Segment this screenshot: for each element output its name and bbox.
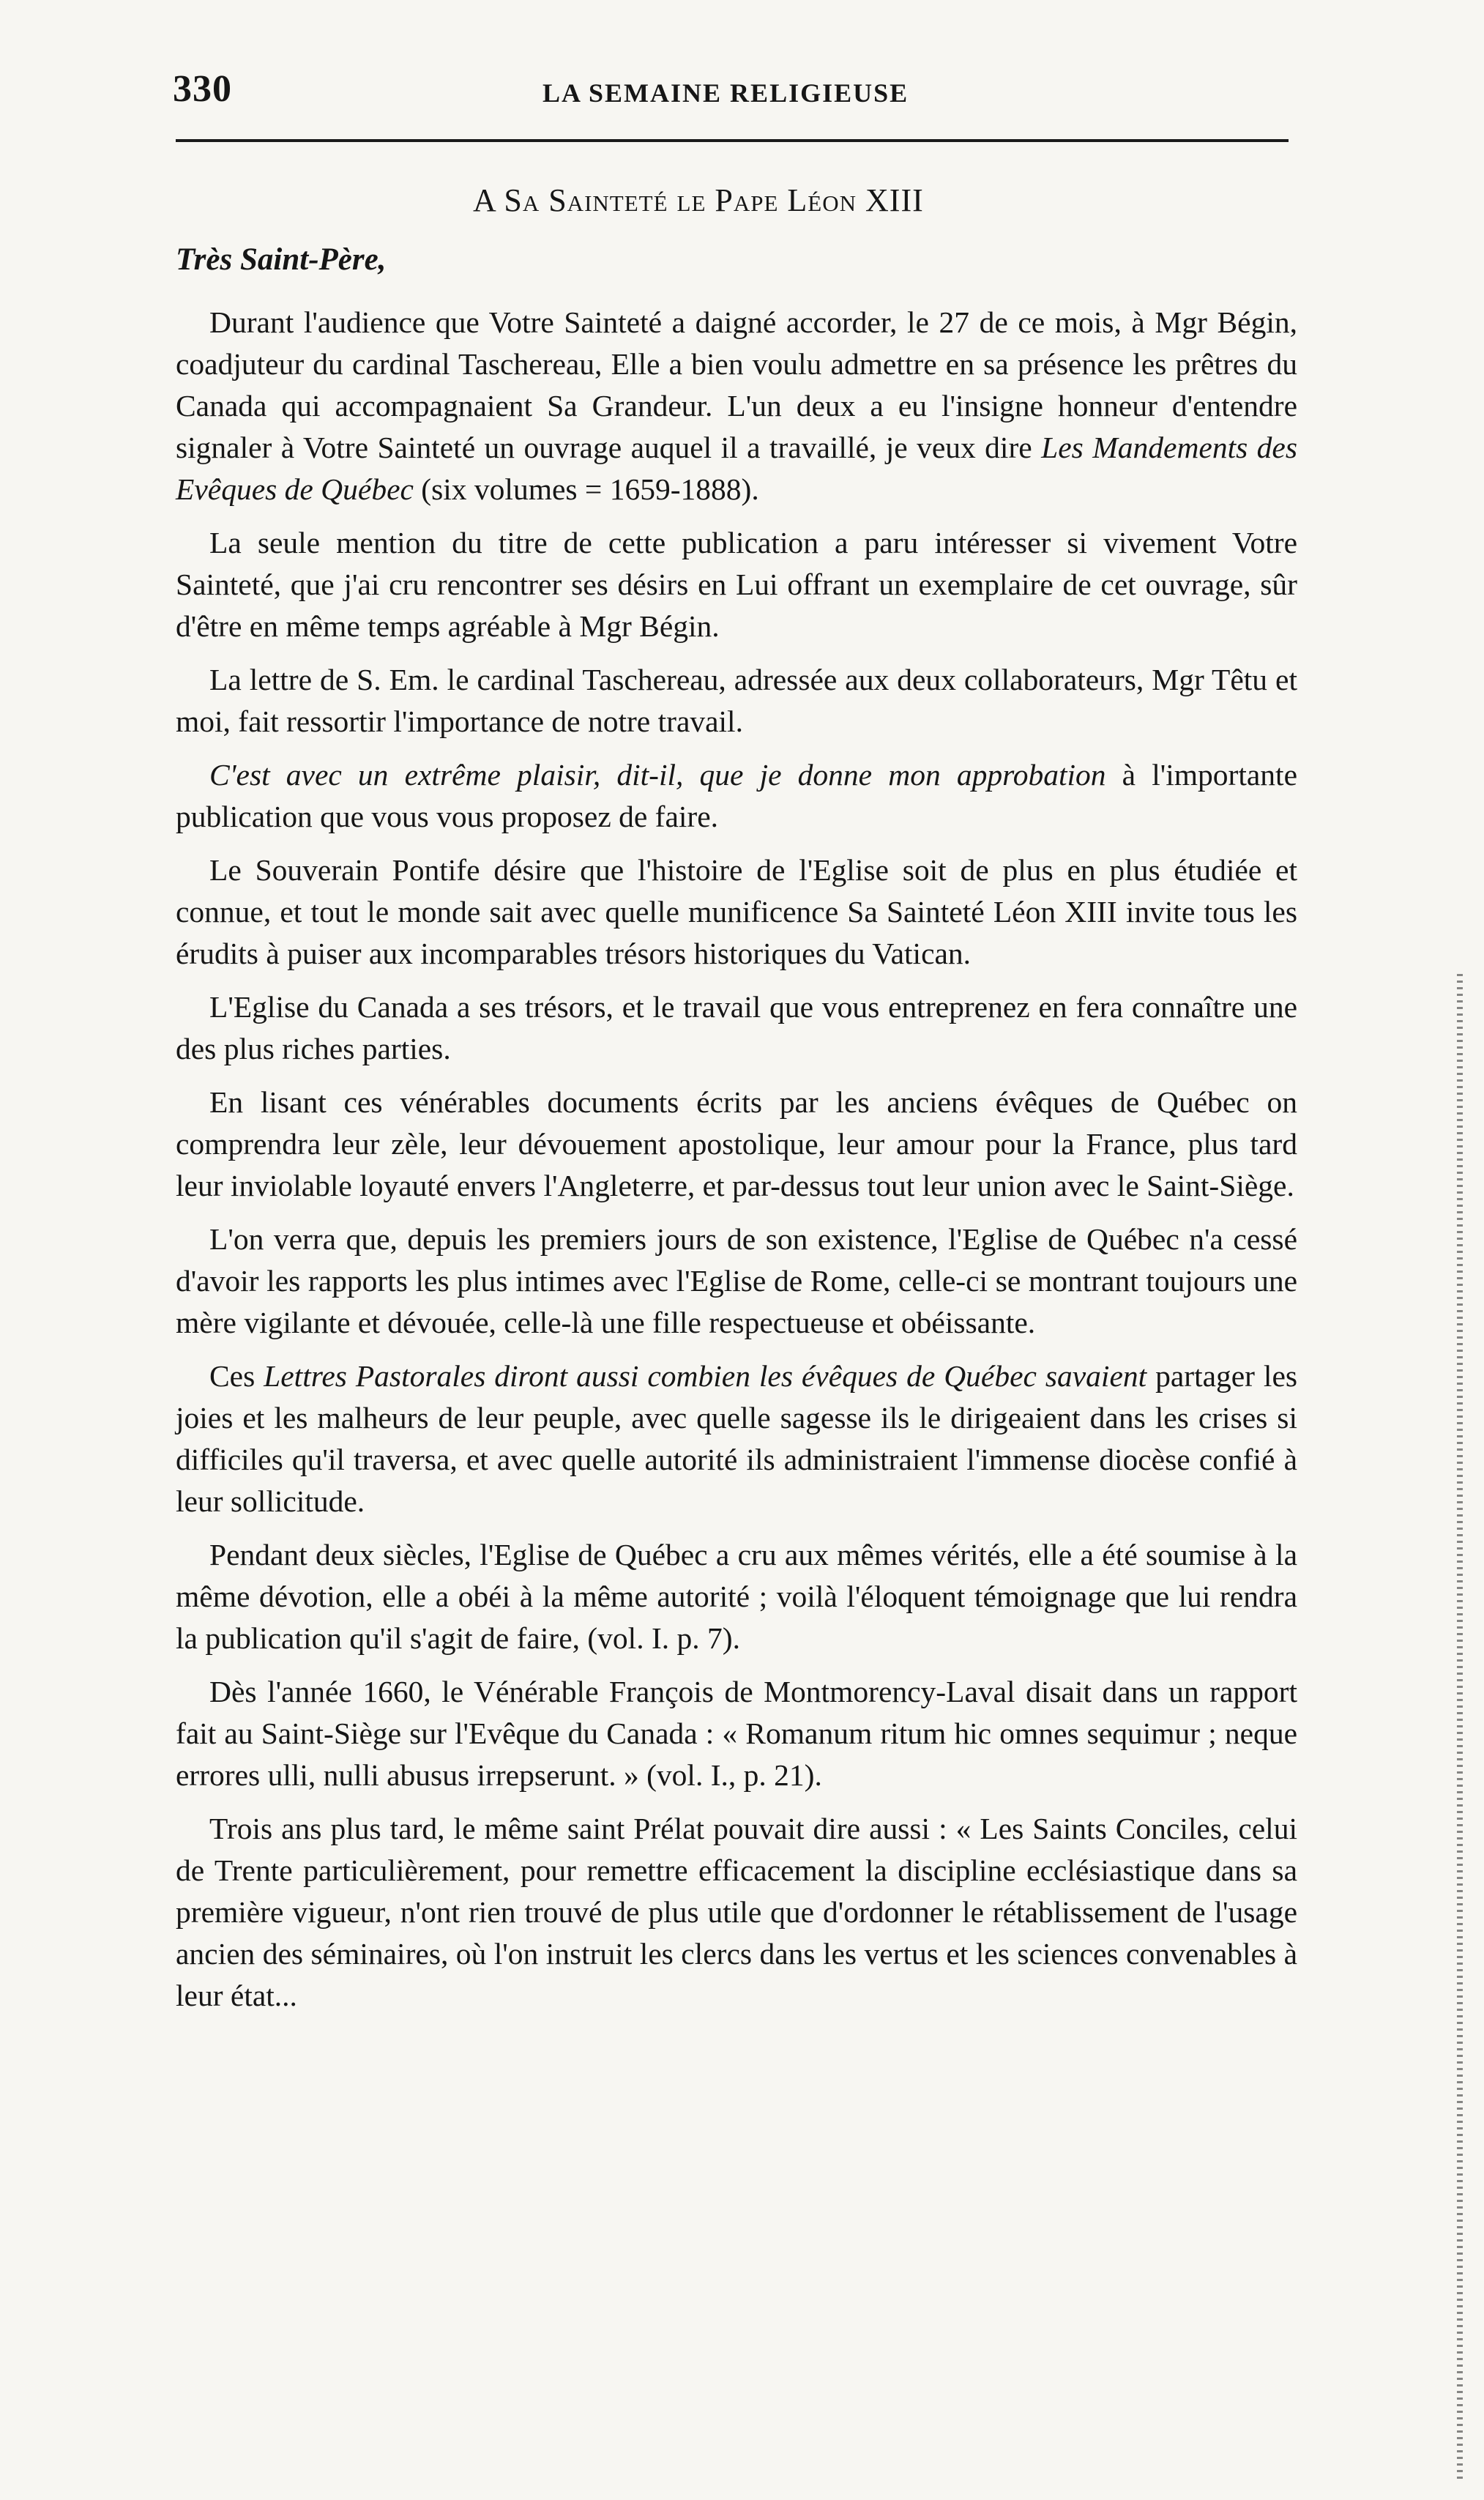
running-title: LA SEMAINE RELIGIEUSE	[542, 78, 909, 108]
paragraph: L'on verra que, depuis les premiers jours de son existence, l'Eglise de Québec n'a cessé d'avoir les rapports les plus intimes avec l'Eglise de Rome, celle-ci se montrant toujours une mère vigilante et dévouée, celle-là une fille respectueuse et obéissante.	[176, 1222, 1297, 1339]
paragraph: C'est avec un extrême plaisir, dit-il, que je donne mon approbation à l'importante publication que vous vous proposez de faire.	[176, 758, 1297, 833]
book-title: Les Mandements des Evêques de Québec	[176, 431, 1298, 506]
paragraph: Dès l'année 1660, le Vénérable François de Montmorency-Laval disait dans un rapport fait au Saint-Siège sur l'Evêque du Canada : « Romanum ritum hic omnes sequimur ; neque errores ulli, nulli abusus irrepserunt. » (vol. I., p. 21).	[176, 1675, 1297, 1792]
paragraph: Trois ans plus tard, le même saint Prélat pouvait dire aussi : « Les Saints Conciles, celui de Trente particulièrement, pour remettre efficacement la discipline ecclésiastique dans sa première vigueur, n'ont rien trouvé de plus utile que d'ordonner le rétablissement de l'usage ancien des séminaires, où l'on instruit les clercs dans les vertus et les sciences convenables à leur état...	[176, 1812, 1297, 2012]
paragraph: En lisant ces vénérables documents écrits par les anciens évêques de Québec on comprendra leur zèle, leur dévouement apostolique, leur amour pour la France, plus tard leur inviolable loyauté envers l'Angleterre, et par-dessus tout leur union avec le Saint-Siège.	[176, 1085, 1297, 1202]
header-rule	[176, 139, 1289, 142]
page-header	[173, 67, 1300, 119]
paragraph: La lettre de S. Em. le cardinal Taschereau, adressée aux deux collaborateurs, Mgr Têtu et moi, fait ressortir l'importance de notre travail.	[176, 663, 1297, 738]
paragraph: La seule mention du titre de cette publication a paru intéresser si vivement Votre Sainteté, que j'ai cru rencontrer ses désirs en Lui offrant un exemplaire de cet ouvrage, sûr d'être en même temps agréable à Mgr Bégin.	[176, 526, 1297, 643]
letter-salutation: Très Saint-Père,	[176, 242, 387, 277]
scan-edge-artifact	[1457, 974, 1463, 2482]
paragraph: Ces Lettres Pastorales diront aussi combien les évêques de Québec savaient partager les joies et les malheurs de leur peuple, avec quelle sagesse ils le dirigeaient dans les crises si difficiles qu'il traversa, et avec quelle autorité ils administraient l'immense diocèse confié à leur sollicitude.	[176, 1359, 1298, 1518]
page-number: 330	[173, 68, 232, 110]
letter-dedication: A Sa Sainteté le Pape Léon XIII	[473, 182, 924, 218]
paragraph: Durant l'audience que Votre Sainteté a daigné accorder, le 27 de ce mois, à Mgr Bégin, coadjuteur du cardinal Taschereau, Elle a bien voulu admettre en sa présence les prêtres du Canada qui accompagnaient Sa Grandeur. L'un deux a eu l'insigne honneur d'entendre signaler à Votre Sainteté un ouvrage auquel il a travaillé, je veux dire Les Mandements des Evêques de Québec (six volumes = 1659-1888).	[176, 305, 1298, 506]
paragraph: Le Souverain Pontife désire que l'histoire de l'Eglise soit de plus en plus étudiée et connue, et tout le monde sait avec quelle munificence Sa Sainteté Léon XIII invite tous les érudits à puiser aux incomparables trésors historiques du Vatican.	[176, 853, 1297, 970]
paragraph: L'Eglise du Canada a ses trésors, et le travail que vous entreprenez en fera connaître une des plus riches parties.	[176, 990, 1297, 1065]
quotation: C'est avec un extrême plaisir, dit-il, que je donne mon approbation	[209, 758, 1106, 792]
letter-body	[176, 302, 1297, 2028]
paragraph: Pendant deux siècles, l'Eglise de Québec a cru aux mêmes vérités, elle a été soumise à la même dévotion, elle a obéi à la même autorité ; voilà l'éloquent témoignage que lui rendra la publication qu'il s'agit de faire, (vol. I. p. 7).	[176, 1538, 1297, 1655]
